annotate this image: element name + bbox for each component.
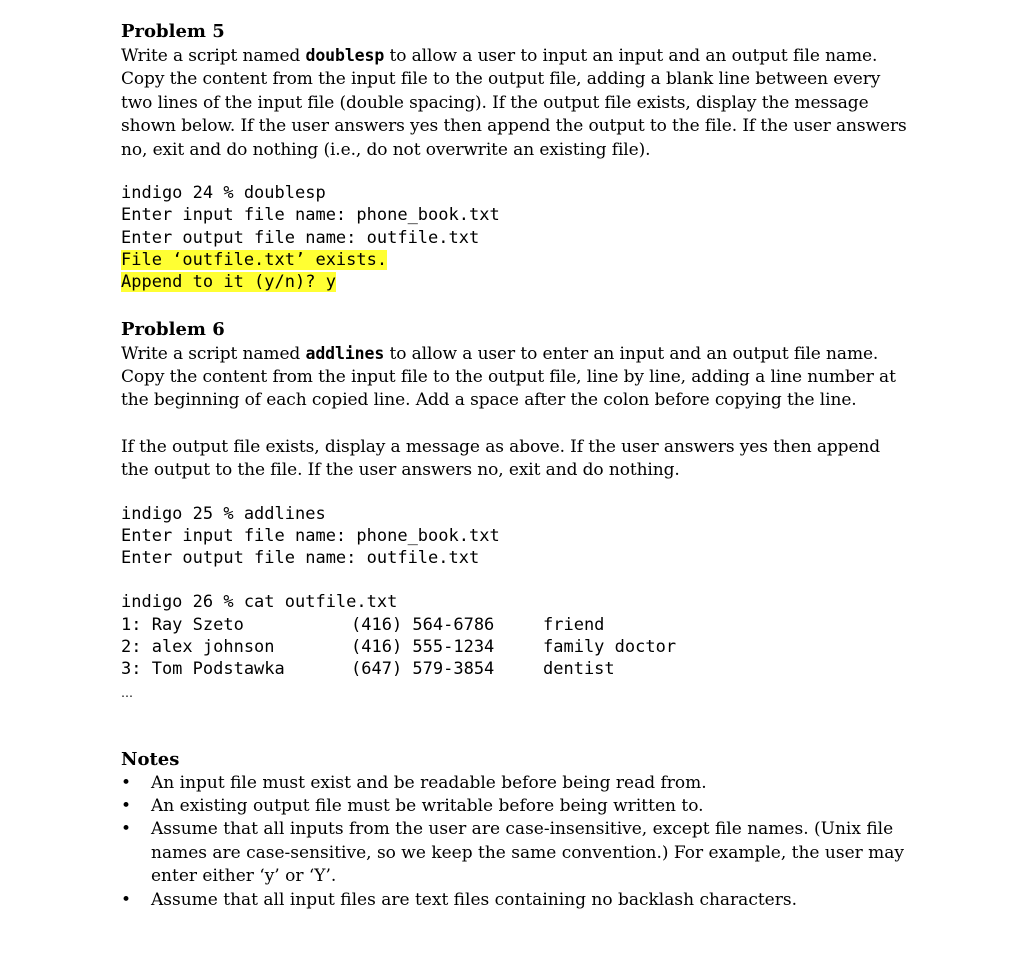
- notes-heading: Notes: [121, 748, 180, 770]
- table-row: [121, 636, 911, 658]
- problem6-script-name: addlines: [305, 343, 385, 363]
- row-name: 2: alex johnson: [121, 637, 275, 658]
- row-phone: (647) 579-3854: [351, 659, 495, 680]
- table-row: [121, 614, 911, 636]
- terminal-line: Enter output file name: outfile.txt: [121, 227, 480, 248]
- terminal-line: Enter input file name: phone_book.txt: [121, 205, 500, 226]
- terminal-line: indigo 26 % cat outfile.txt: [121, 592, 398, 613]
- bullet-icon: •: [121, 819, 132, 840]
- document-page: [121, 20, 911, 912]
- list-item: [121, 772, 911, 795]
- notes-list: [121, 772, 911, 912]
- bullet-icon: •: [121, 796, 132, 817]
- problem6-heading: Problem 6: [121, 318, 225, 340]
- problem6-description-2: If the output file exists, display a message as above. If the user answers yes then append the output to the file. If the user answers no, exit and do nothing.: [121, 436, 881, 481]
- note-text: An existing output file must be writable before being written to.: [151, 796, 704, 817]
- problem6-terminal-2: [121, 591, 911, 680]
- row-phone: (416) 555-1234: [351, 637, 495, 658]
- list-item: [121, 795, 911, 818]
- bullet-icon: •: [121, 772, 132, 793]
- problem5-script-name: doublesp: [305, 46, 385, 65]
- problem6-terminal-1: [121, 503, 911, 570]
- bullet-icon: •: [121, 889, 132, 910]
- row-name: 3: Tom Podstawka: [121, 659, 285, 680]
- note-text: An input file must exist and be readable before being read from.: [151, 772, 707, 793]
- row-type: dentist: [543, 659, 615, 680]
- table-row: [121, 658, 911, 680]
- list-item: [121, 818, 911, 888]
- problem5-description: [121, 44, 911, 162]
- list-item: [121, 889, 911, 912]
- row-name: 1: Ray Szeto: [121, 614, 244, 635]
- note-text: Assume that all inputs from the user are case-insensitive, except file names. (Unix file names are case-sensitive, so we keep the same convention.) For example, the user may enter either ‘y’ or ‘Y’.: [151, 819, 905, 887]
- problem5-desc-before: Write a script named: [121, 46, 306, 66]
- problem6-desc-after: to allow a user to enter an input and an output file name. Copy the content from the input file to the output file, line by line, adding a line number at the beginning of each copied line. Add a space after the colon before copying the line.: [121, 343, 896, 411]
- problem5-desc-after: to allow a user to input an input and an output file name. Copy the content from the input file to the output file, adding a blank line between every two lines of the input file (double spacing). If the output file exists, display the message shown below. If the user answers yes then append the output to the file. If the user answers no, exit and do nothing (i.e., do not overwrite an existing file).: [121, 46, 907, 160]
- row-phone: (416) 564-6786: [351, 614, 495, 635]
- note-text: Assume that all input files are text files containing no backlash characters.: [151, 889, 797, 910]
- terminal-line: indigo 25 % addlines: [121, 503, 326, 524]
- terminal-ellipsis: …: [121, 685, 133, 700]
- row-type: friend: [543, 614, 605, 635]
- highlighted-exists-message: File ‘outfile.txt’ exists.: [121, 249, 388, 270]
- terminal-line: indigo 24 % doublesp: [121, 183, 326, 204]
- problem6-desc-before: Write a script named: [121, 343, 306, 364]
- terminal-line: Enter input file name: phone_book.txt: [121, 525, 500, 546]
- terminal-line: Enter output file name: outfile.txt: [121, 548, 480, 569]
- row-type: family doctor: [543, 637, 677, 658]
- highlighted-append-prompt: Append to it (y/n)? y: [121, 272, 336, 293]
- problem6-description: [121, 342, 911, 413]
- problem5-terminal: [121, 182, 911, 293]
- problem5-heading: Problem 5: [121, 21, 225, 42]
